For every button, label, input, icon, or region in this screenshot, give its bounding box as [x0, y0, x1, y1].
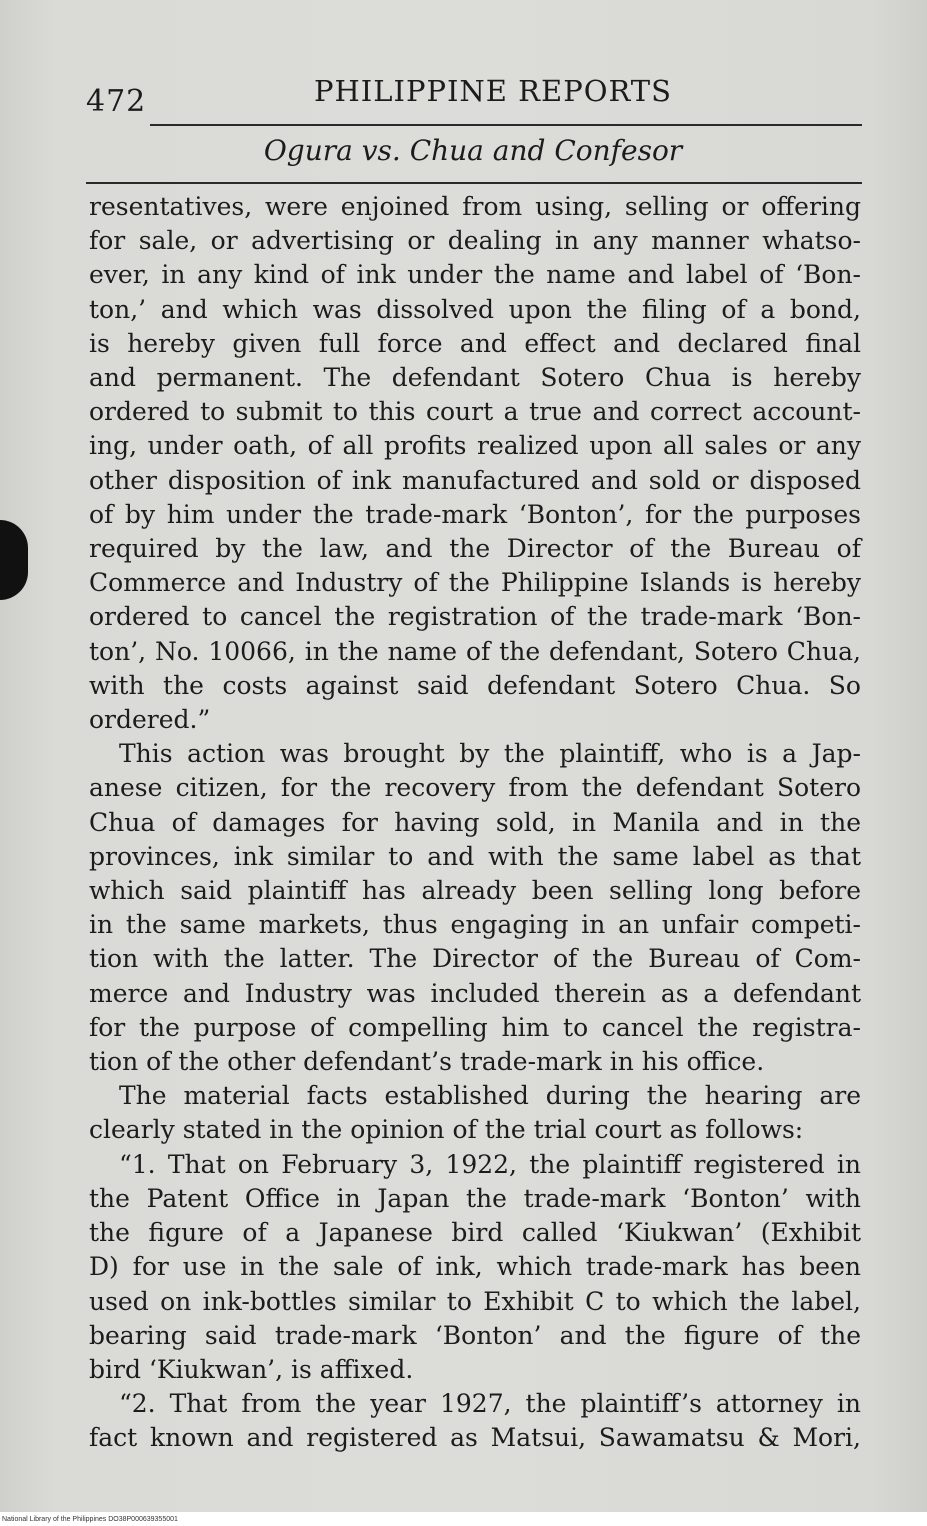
text-line: ordered to cancel the registration of the trade-mark ‘Bon- [89, 602, 861, 632]
paragraph [89, 1387, 861, 1455]
text-line: ton,’ and which was dissolved upon the filing of a bond, [89, 294, 861, 324]
text-line: tion with the latter. The Director of the Bureau of Com- [89, 944, 861, 974]
paragraph [89, 737, 861, 1079]
text-line: ton’, No. 10066, in the name of the defendant, Sotero Chua, [89, 636, 861, 666]
text-line: fact known and registered as Matsui, Sawamatsu & Mori, [89, 1423, 861, 1453]
page-header [86, 74, 860, 126]
text-line: bearing said trade-mark ‘Bonton’ and the figure of the [89, 1320, 861, 1350]
case-title-rule [86, 182, 862, 184]
text-line: is hereby given full force and effect and declared final [89, 328, 861, 358]
text-line: for sale, or advertising or dealing in any manner whatso- [89, 226, 861, 256]
text-line: clearly stated in the opinion of the trial court as follows: [89, 1115, 804, 1145]
scan-credit: National Library of the Philippines DO38P000639355001 [2, 1516, 178, 1523]
text-line: provinces, ink similar to and with the same label as that [89, 841, 861, 871]
text-line: used on ink-bottles similar to Exhibit C to which the label, [89, 1286, 861, 1316]
text-line: “2. That from the year 1927, the plaintiff’s attorney in [119, 1389, 861, 1419]
text-line: tion of the other defendant’s trade-mark in his office. [89, 1047, 765, 1077]
scan-edge-mark [0, 520, 28, 600]
text-line: ing, under oath, of all profits realized upon all sales or any [89, 431, 861, 461]
text-line: which said plaintiff has already been selling long before [89, 876, 861, 906]
body-text [89, 190, 861, 1456]
text-line: the Patent Office in Japan the trade-mark ‘Bonton’ with [89, 1183, 861, 1213]
text-line: The material facts established during the hearing are [119, 1081, 861, 1111]
text-line: other disposition of ink manufactured and sold or disposed [89, 465, 861, 495]
text-line: of by him under the trade-mark ‘Bonton’, for the purposes [89, 499, 861, 529]
text-line: and permanent. The defendant Sotero Chua is hereby [89, 363, 861, 393]
text-line: for the purpose of compelling him to cancel the registra- [89, 1012, 861, 1042]
text-line: the figure of a Japanese bird called ‘Kiukwan’ (Exhibit [89, 1218, 861, 1248]
text-line: D) for use in the sale of ink, which trade-mark has been [89, 1252, 861, 1282]
case-title: Ogura vs. Chua and Confesor [263, 134, 683, 167]
running-title: PHILIPPINE REPORTS [313, 74, 673, 108]
text-line: ever, in any kind of ink under the name and label of ‘Bon- [89, 260, 861, 290]
paragraph [89, 1079, 861, 1147]
text-line: This action was brought by the plaintiff, who is a Jap- [119, 739, 861, 769]
text-line: anese citizen, for the recovery from the defendant Sotero [89, 773, 861, 803]
text-line: ordered to submit to this court a true and correct account- [89, 397, 861, 427]
paragraph [89, 190, 861, 737]
text-line: resentatives, were enjoined from using, selling or offering [89, 192, 861, 221]
text-line: ordered.” [89, 705, 211, 735]
footer-strip [0, 1512, 927, 1526]
text-line: “1. That on February 3, 1922, the plaintiff registered in [119, 1149, 861, 1179]
text-line: bird ‘Kiukwan’, is affixed. [89, 1354, 414, 1384]
header-rule [150, 124, 862, 126]
text-line: with the costs against said defendant Sotero Chua. So [89, 670, 861, 700]
text-line: Commerce and Industry of the Philippine Islands is hereby [89, 568, 861, 598]
text-line: merce and Industry was included therein as a defendant [89, 978, 861, 1008]
text-line: Chua of damages for having sold, in Manila and in the [89, 807, 861, 837]
text-line: required by the law, and the Director of the Bureau of [89, 534, 861, 564]
page-number: 472 [86, 84, 147, 119]
text-line: in the same markets, thus engaging in an unfair competi- [89, 910, 861, 940]
paragraph [89, 1148, 861, 1387]
